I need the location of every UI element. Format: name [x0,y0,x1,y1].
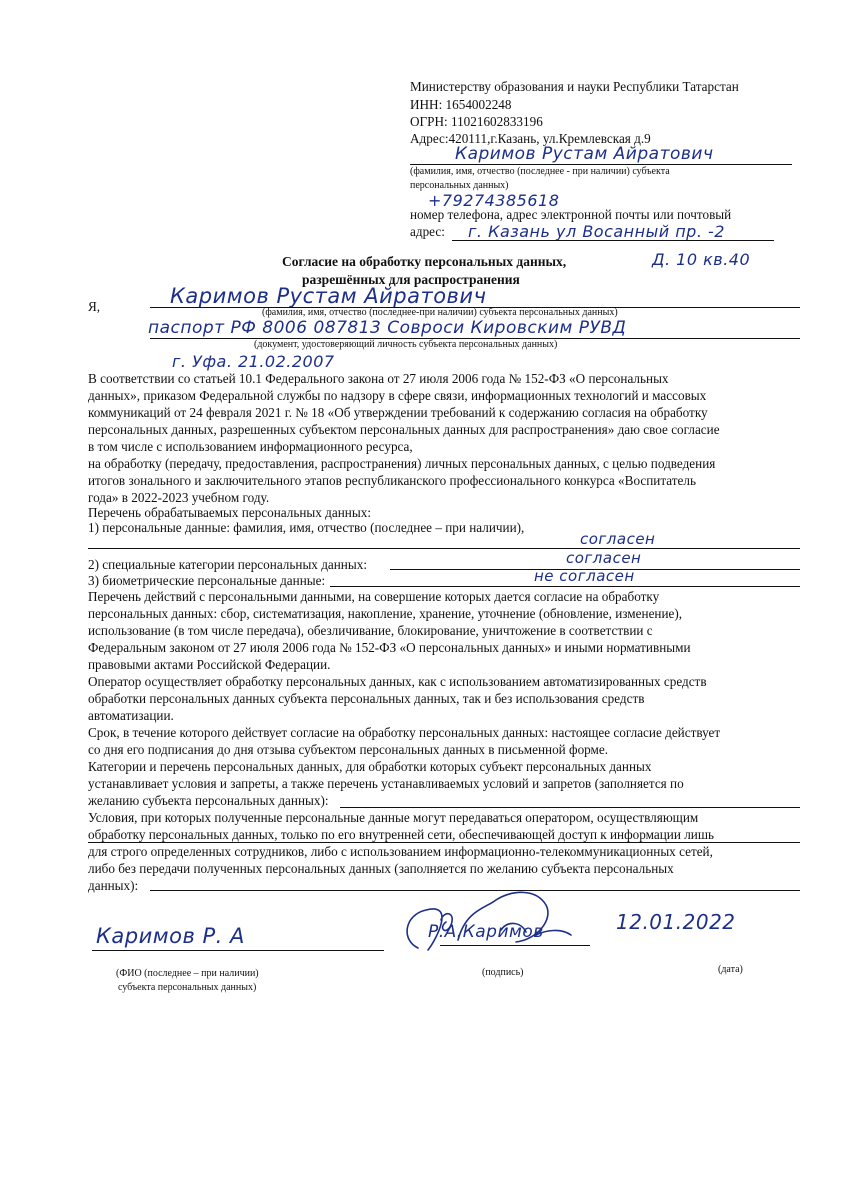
text-line: данных», приказом Федеральной службы по надзору в сфере связи, информационных технологий и массовых [88,388,707,403]
addressee-fio-caption-2: персональных данных) [410,180,509,191]
text-line: обработку персональных данных, только по его внутренней сети, обеспечивающей доступ к информации лишь [88,827,715,842]
addressee-ministry: Министерству образования и науки Республики Татарстан [410,79,739,94]
text-line: либо без передачи полученных персональных данных (заполняется по желанию субъекта персональных [88,861,674,876]
text-line: желанию субъекта персональных данных): [88,793,329,808]
signature-fio-caption-1: (ФИО (последнее – при наличии) [116,968,259,979]
text-line: коммуникаций от 24 февраля 2021 г. № 18 «Об утверждении требований к содержанию согласия на обработку [88,405,708,420]
addressee-address-handwritten-2: Д. 10 кв.40 [652,250,751,269]
document-title-line2: разрешённых для распространения [302,272,520,287]
categories-underline [340,807,800,808]
text-line: автоматизации. [88,708,174,723]
text-line: использование (в том числе передача), обезличивание, блокирование, уничтожение в соответствии с [88,623,653,638]
text-line: персональных данных, разрешенных субъектом персональных данных для распространения» даю свое согласие [88,422,720,437]
addressee-ogrn: ОГРН: 11021602833196 [410,114,543,129]
signature-caption: (подпись) [482,967,524,978]
text-line: Категории и перечень персональных данных, для обработки которых субъект персональных данных [88,759,652,774]
addressee-contact-label-1: номер телефона, адрес электронной почты или почтовый [410,207,732,222]
text-line: Федеральным законом от 27 июля 2006 года № 152-ФЗ «О персональных данных» и иными нормативными [88,640,691,655]
addressee-fio-handwritten: Каримов Рустам Айратович [455,144,714,164]
subject-ya: Я, [88,299,101,314]
text-line: итогов зонального и заключительного этапов республиканского профессионального конкурса «Воспитатель [88,473,696,488]
subject-document-handwritten: паспорт РФ 8006 087813 Совроси Кировским РУВД [148,318,627,338]
addressee-address-handwritten-1: г. Казань ул Восанный пр. -2 [468,222,725,241]
text-line: Срок, в течение которого действует согласие на обработку персональных данных: настоящее согласие действует [88,725,721,740]
signature-date-handwritten: 12.01.2022 [616,910,736,934]
subject-name-caption: (фамилия, имя, отчество (последнее-при наличии) субъекта персональных данных) [262,307,618,318]
text-line: в том числе с использованием информационного ресурса, [88,439,413,454]
list-item-3-answer: не согласен [534,567,635,585]
list-item-1-underline [88,548,800,549]
text-line: обработки персональных данных субъекта персональных данных, так и без использования средств [88,691,645,706]
list-item-1-answer: согласен [580,530,656,548]
document-title-line1: Согласие на обработку персональных данных, [282,254,567,269]
text-line: персональных данных: сбор, систематизация, накопление, хранение, уточнение (обновление, изменение), [88,606,683,621]
text-line: устанавливает условия и запреты, а также перечень устанавливаемых условий и запретов (заполняется по [88,776,684,791]
signature-handwritten: Р.А.Каримов [428,922,544,942]
addressee-contact-label-2: адрес: [410,224,445,239]
addressee-fio-underline [410,164,792,165]
list-item-3: 3) биометрические персональные данные: [88,573,326,588]
addressee-inn: ИНН: 1654002248 [410,97,512,112]
list-item-3-underline [330,586,800,587]
subject-document-date-handwritten: г. Уфа. 21.02.2007 [172,352,335,371]
text-line: В соответствии со статьей 10.1 Федерального закона от 27 июля 2006 года № 152-ФЗ «О персональных [88,371,669,386]
signature-date-caption: (дата) [718,964,743,975]
list-item-1: 1) персональные данные: фамилия, имя, отчество (последнее – при наличии), [88,520,525,535]
list-item-2: 2) специальные категории персональных данных: [88,557,367,572]
signature-fio-handwritten: Каримов Р. А [96,924,245,948]
signature-fio-caption-2: субъекта персональных данных) [118,982,257,993]
list-item-2-answer: согласен [566,549,642,567]
text-line: Условия, при которых полученные персональные данные могут передаваться оператором, осуществляющим [88,810,699,825]
text-line: на обработку (передачу, предоставления, распространения) личных персональных данных, с целью подведения [88,456,716,471]
signature-fio-underline [92,950,384,951]
text-line: Перечень действий с персональными данными, на совершение которых дается согласие на обработку [88,589,660,604]
addressee-phone-handwritten: +79274385618 [428,191,560,210]
text-line: правовыми актами Российской Федерации. [88,657,331,672]
signature-underline [440,945,590,946]
list-heading: Перечень обрабатываемых персональных данных: [88,505,371,520]
addressee-fio-caption-1: (фамилия, имя, отчество (последнее - при наличии) субъекта [410,166,670,177]
text-line: со дня его подписания до дня отзыва субъектом персональных данных в письменной форме. [88,742,609,757]
text-line: Оператор осуществляет обработку персональных данных, как с использованием автоматизированных средств [88,674,707,689]
text-line: для строго определенных сотрудников, либо с использованием информационно-телекоммуникационных сетей, [88,844,713,859]
text-line: данных): [88,878,139,893]
text-line: года» в 2022-2023 учебном году. [88,490,270,505]
subject-name-handwritten: Каримов Рустам Айратович [170,284,487,308]
addressee-address-underline [452,240,774,241]
subject-document-caption: (документ, удостоверяющий личность субъекта персональных данных) [254,339,558,350]
addressee-address: Адрес:420111,г.Казань, ул.Кремлевская д.9 [410,131,651,146]
